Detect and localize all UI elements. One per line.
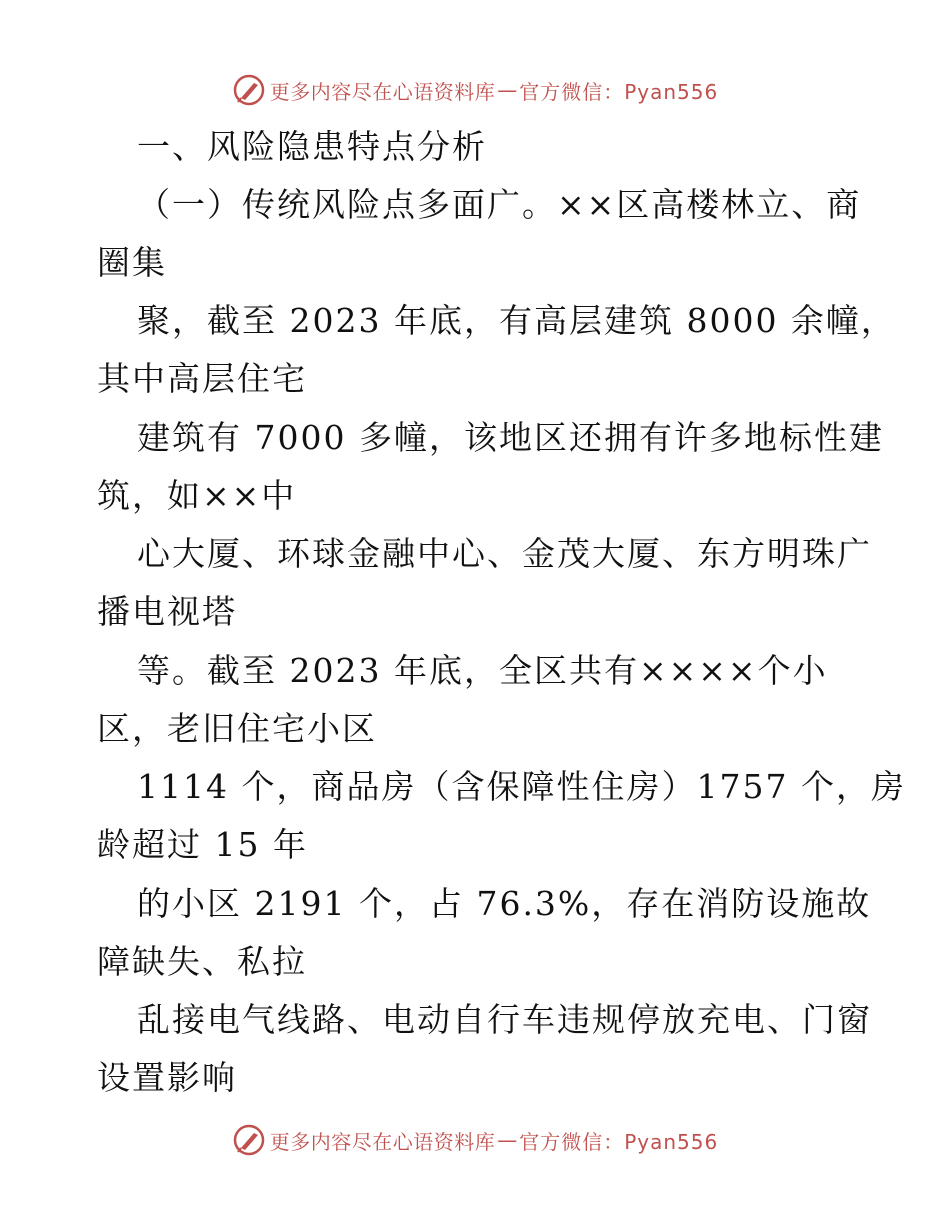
- text-line: 其中高层住宅: [97, 359, 307, 398]
- text-line: 聚，截至 2023 年底，有高层建筑 8000 余幢，: [137, 301, 896, 340]
- header-watermark: [0, 70, 950, 110]
- watermark-separator: —: [497, 1128, 518, 1152]
- text-line: 设置影响: [97, 1058, 237, 1097]
- text-line: 播电视塔: [97, 592, 237, 631]
- watermark-wechat: 官方微信：Pyan556: [519, 1129, 719, 1154]
- text-line: 区，老旧住宅小区: [97, 709, 377, 748]
- quill-pen-logo-icon: [232, 1123, 266, 1157]
- text-line: 1114 个，商品房（含保障性住房）1757 个，房: [137, 767, 906, 806]
- text-line: 心大厦、环球金融中心、金茂大厦、东方明珠广: [137, 534, 872, 573]
- section-heading: 一、风险隐患特点分析: [137, 127, 487, 166]
- text-line: 龄超过 15 年: [97, 825, 308, 864]
- text-line: 的小区 2191 个，占 76.3%，存在消防设施故: [137, 884, 872, 923]
- quill-pen-logo-icon: [232, 73, 266, 107]
- text-line: 筑，如××中: [97, 476, 297, 515]
- watermark-wechat: 官方微信：Pyan556: [519, 79, 719, 104]
- text-line: 圈集: [97, 243, 167, 282]
- text-line: 建筑有 7000 多幢，该地区还拥有许多地标性建: [137, 418, 884, 457]
- footer-watermark: [0, 1120, 950, 1160]
- text-line: 等。截至 2023 年底，全区共有××××个小: [137, 651, 828, 690]
- text-line: 乱接电气线路、电动自行车违规停放充电、门窗: [137, 1000, 872, 1039]
- text-line: 障缺失、私拉: [97, 942, 307, 981]
- watermark-text: 更多内容尽在心语资料库: [269, 1129, 496, 1154]
- watermark-separator: —: [497, 78, 518, 102]
- text-line: （一）传统风险点多面广。××区高楼林立、商: [137, 185, 862, 224]
- watermark-text: 更多内容尽在心语资料库: [269, 79, 496, 104]
